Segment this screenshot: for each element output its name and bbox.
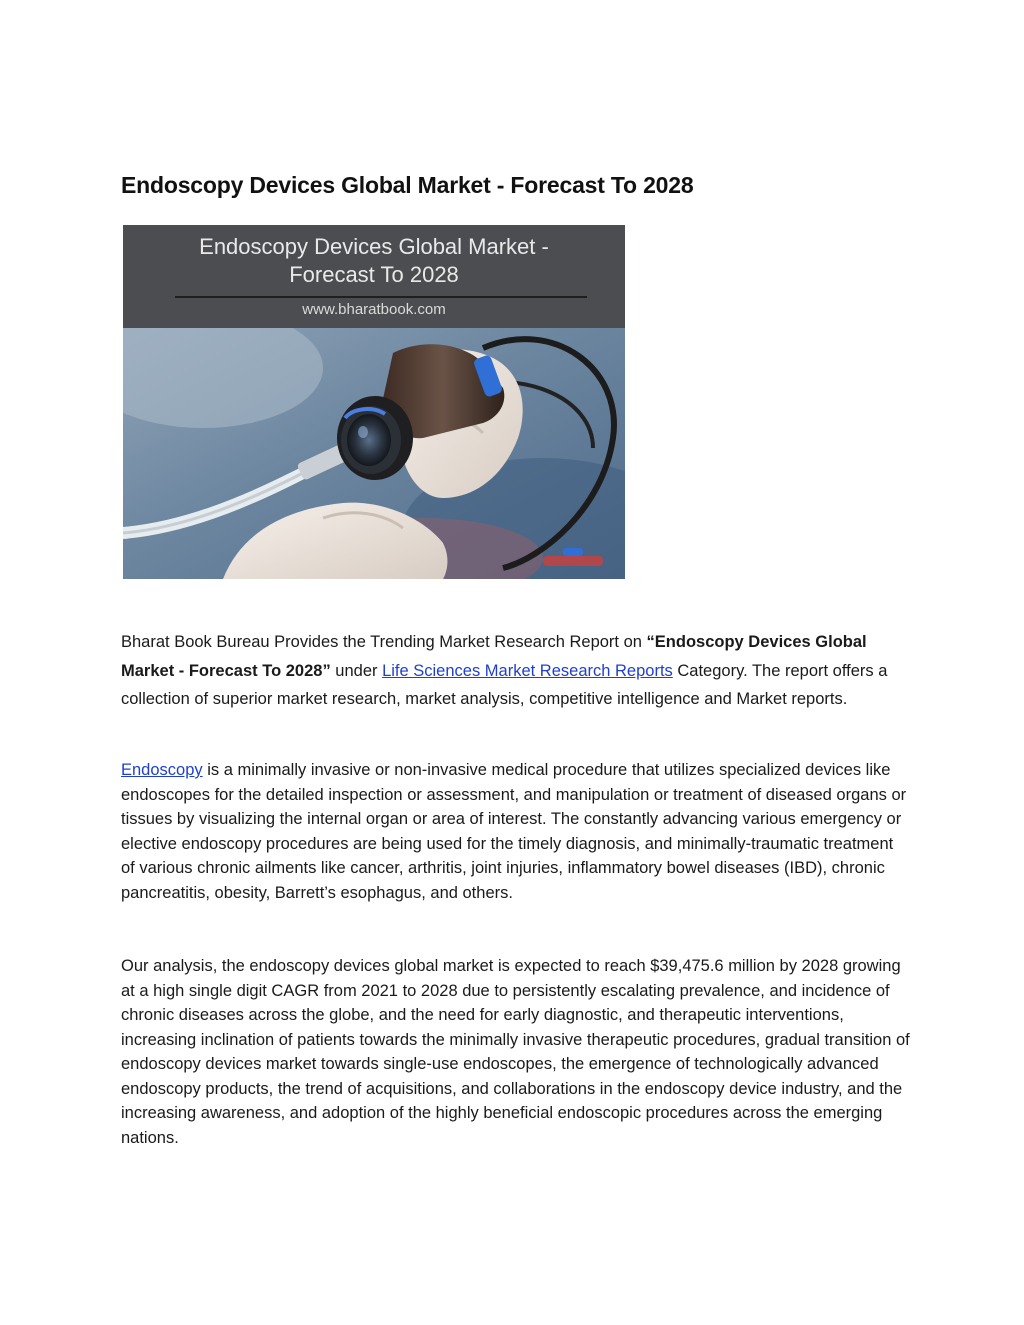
hero-banner-title-line2: Forecast To 2028 xyxy=(289,262,459,287)
hero-banner xyxy=(123,225,625,328)
hero-banner-url: www.bharatbook.com xyxy=(302,301,446,318)
endoscopy-definition-text: is a minimally invasive or non-invasive medical procedure that utilizes specialized devices like endoscopes for the detailed inspection or assessment, and manipulation or treatment of diseased organs or tissues by visualizing the internal organ or area of interest. The constantly advancing various emergency or elective endoscopy procedures are being used for the timely diagnosis, and minimally-traumatic treatment of various chronic ailments like cancer, arthritis, joint injuries, inflammatory bowel diseases (IBD), chronic pancreatitis, obesity, Barrett’s esophagus, and others. xyxy=(121,761,907,902)
document-title: Endoscopy Devices Global Market - Forecast To 2028 xyxy=(121,172,694,198)
hero-banner-title-line1: Endoscopy Devices Global Market - xyxy=(199,234,549,259)
report-name: “Endoscopy Devices Global Market - Forecast To 2028” xyxy=(121,633,867,680)
intro-paragraph xyxy=(121,628,911,714)
life-sciences-reports-link[interactable]: Life Sciences Market Research Reports xyxy=(382,661,673,680)
endoscope-photo xyxy=(123,328,625,579)
hero-banner-divider xyxy=(175,296,587,298)
intro-rest-text: Category. The report offers a collection of superior market research, market analysis, competitive intelligence and Market reports. xyxy=(121,661,888,708)
under-text: under xyxy=(330,661,383,680)
intro-text: Bharat Book Bureau Provides the Trending Market Research Report on xyxy=(121,633,647,651)
market-analysis-paragraph: Our analysis, the endoscopy devices global market is expected to reach $39,475.6 million by 2028 growing at a high single digit CAGR from 2021 to 2028 due to persistently escalating prevalence, and incidence of chronic diseases across the globe, and the need for early diagnostic, and therapeutic interventions, increasing inclination of patients towards the minimally invasive therapeutic procedures, gradual transition of endoscopy devices market towards single-use endoscopes, the emergence of technologically advanced endoscopy products, the trend of acquisitions, and collaborations in the endoscopy device industry, and the increasing awareness, and adoption of the highly beneficial endoscopic procedures across the emerging nations. xyxy=(121,957,910,1147)
hero-image xyxy=(123,225,625,579)
endoscopy-link[interactable]: Endoscopy xyxy=(121,761,203,779)
endoscopy-definition-paragraph xyxy=(121,758,911,905)
